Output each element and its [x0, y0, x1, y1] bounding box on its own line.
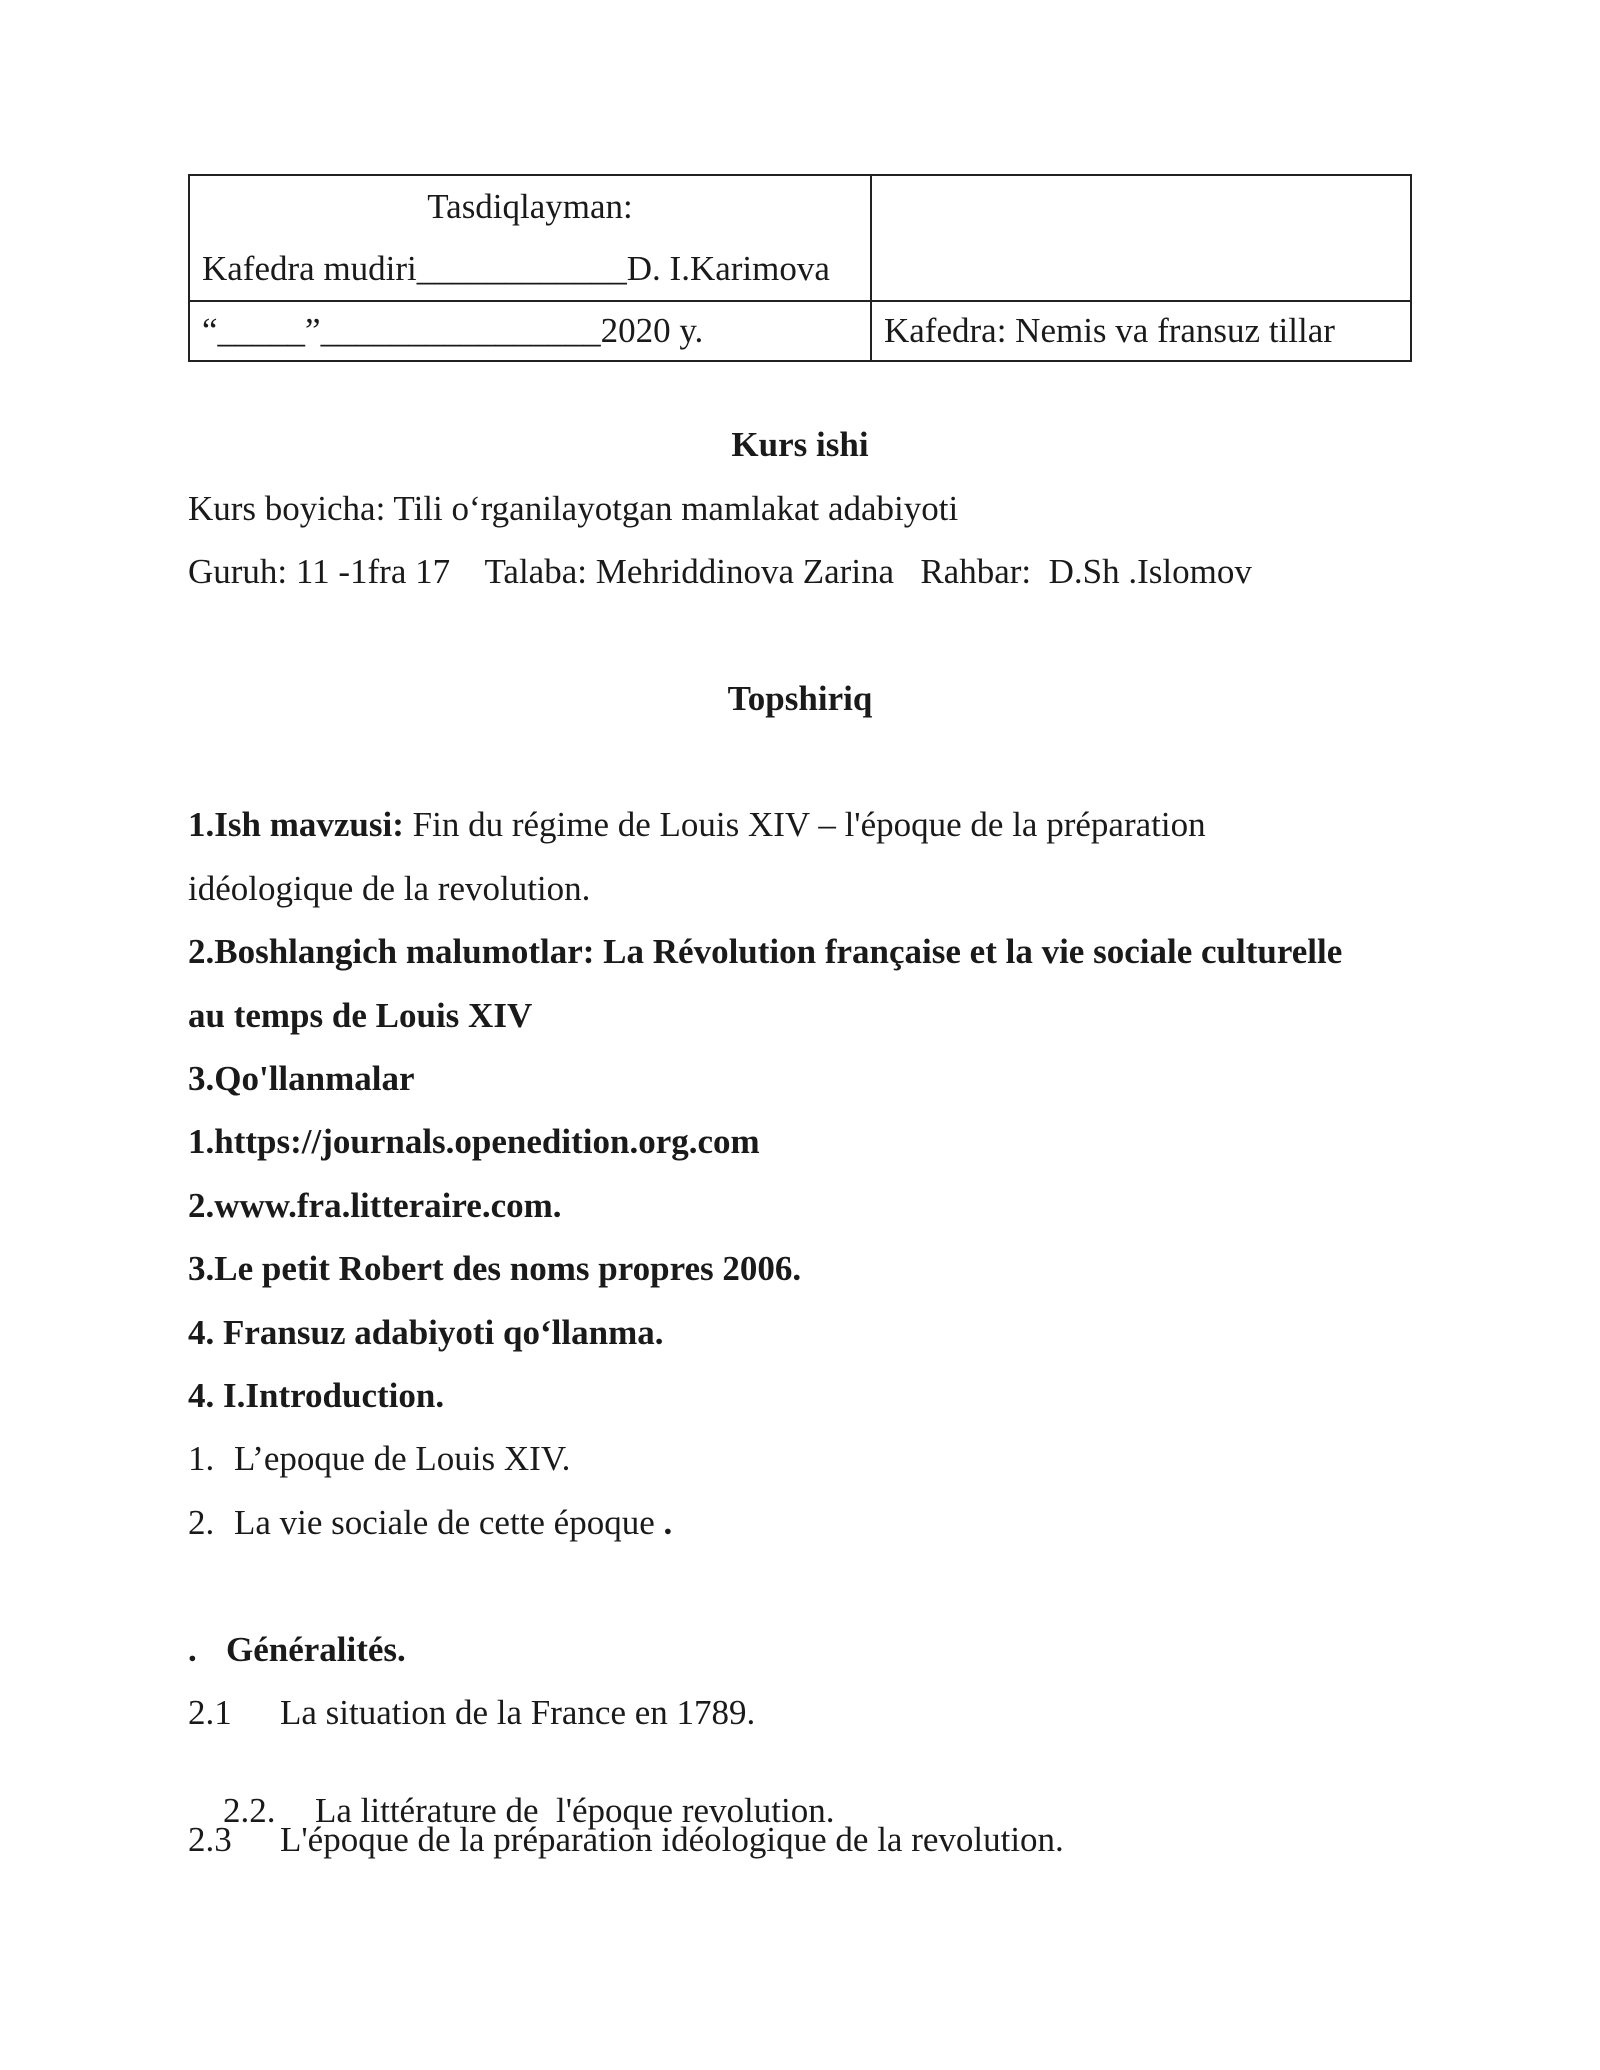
intro-item-text: L’epoque de Louis XIV. — [234, 1439, 571, 1478]
source-item — [188, 1315, 663, 1350]
sub-item-number: 2.1 — [188, 1693, 232, 1732]
intro-item — [188, 1441, 570, 1476]
sub-item-text: La littérature de l'époque revolution. — [315, 1791, 835, 1830]
group-line: Guruh: 11 -1fra 17 Talaba: Mehriddinova Zarina Rahbar: D.Sh .Islomov — [188, 552, 1252, 591]
approval-cell — [189, 175, 871, 301]
sub-item — [188, 1822, 1064, 1857]
item-topic — [188, 807, 1206, 842]
source-item: 1.https://journals.openedition.org.com — [188, 1122, 760, 1161]
source-item: 3.Le petit Robert des noms propres 2006. — [188, 1249, 802, 1288]
empty-cell — [871, 175, 1411, 301]
sub-item-text: La situation de la France en 1789. — [280, 1693, 756, 1732]
sub-item — [188, 1695, 755, 1730]
sub-item-number: 2.2. — [223, 1791, 276, 1830]
department-cell: Kafedra: Nemis va fransuz tillar — [871, 301, 1411, 361]
date-line: “_____”________________2020 y. — [189, 301, 871, 361]
course-line: Kurs boyicha: Tili o‘rganilayotgan mamlakat adabiyoti — [188, 489, 959, 528]
initial-data-line2: au temps de Louis XIV — [188, 996, 533, 1035]
source-item: 2.www.fra.litteraire.com. — [188, 1186, 562, 1225]
bullet-dot: . — [188, 1630, 197, 1669]
approval-heading: Tasdiqlayman: — [427, 187, 633, 226]
intro-item-number: 2. — [188, 1503, 215, 1542]
item-topic-label: 1.Ish mavzusi: — [188, 805, 404, 844]
generalites-text: Généralités. — [226, 1630, 406, 1669]
intro-item-number: 1. — [188, 1439, 215, 1478]
approval-table — [188, 174, 1412, 362]
initial-data-line1: 2.Boshlangich malumotlar: La Révolution française et la vie sociale culturelle — [188, 932, 1343, 971]
generalites-heading — [188, 1632, 406, 1667]
manuals-heading: 3.Qo'llanmalar — [188, 1059, 415, 1098]
document-title: Kurs ishi — [731, 425, 869, 464]
department-head-line: Kafedra mudiri____________D. I.Karimova — [202, 249, 830, 288]
item-topic-text: Fin du régime de Louis XIV – l'époque de la préparation — [403, 805, 1206, 844]
source-text: . Fransuz adabiyoti qo‘llanma. — [205, 1313, 664, 1352]
item-topic-continued: idéologique de la revolution. — [188, 869, 591, 908]
sub-item-text: L'époque de la préparation idéologique de la revolution. — [280, 1820, 1064, 1859]
intro-item — [188, 1505, 672, 1540]
source-number: 4 — [188, 1313, 206, 1352]
introduction-heading: 4. I.Introduction. — [188, 1376, 445, 1415]
task-title: Topshiriq — [727, 679, 873, 718]
intro-item-suffix: . — [654, 1503, 673, 1542]
sub-item-number: 2.3 — [188, 1820, 232, 1859]
intro-item-text: La vie sociale de cette époque — [234, 1503, 655, 1542]
